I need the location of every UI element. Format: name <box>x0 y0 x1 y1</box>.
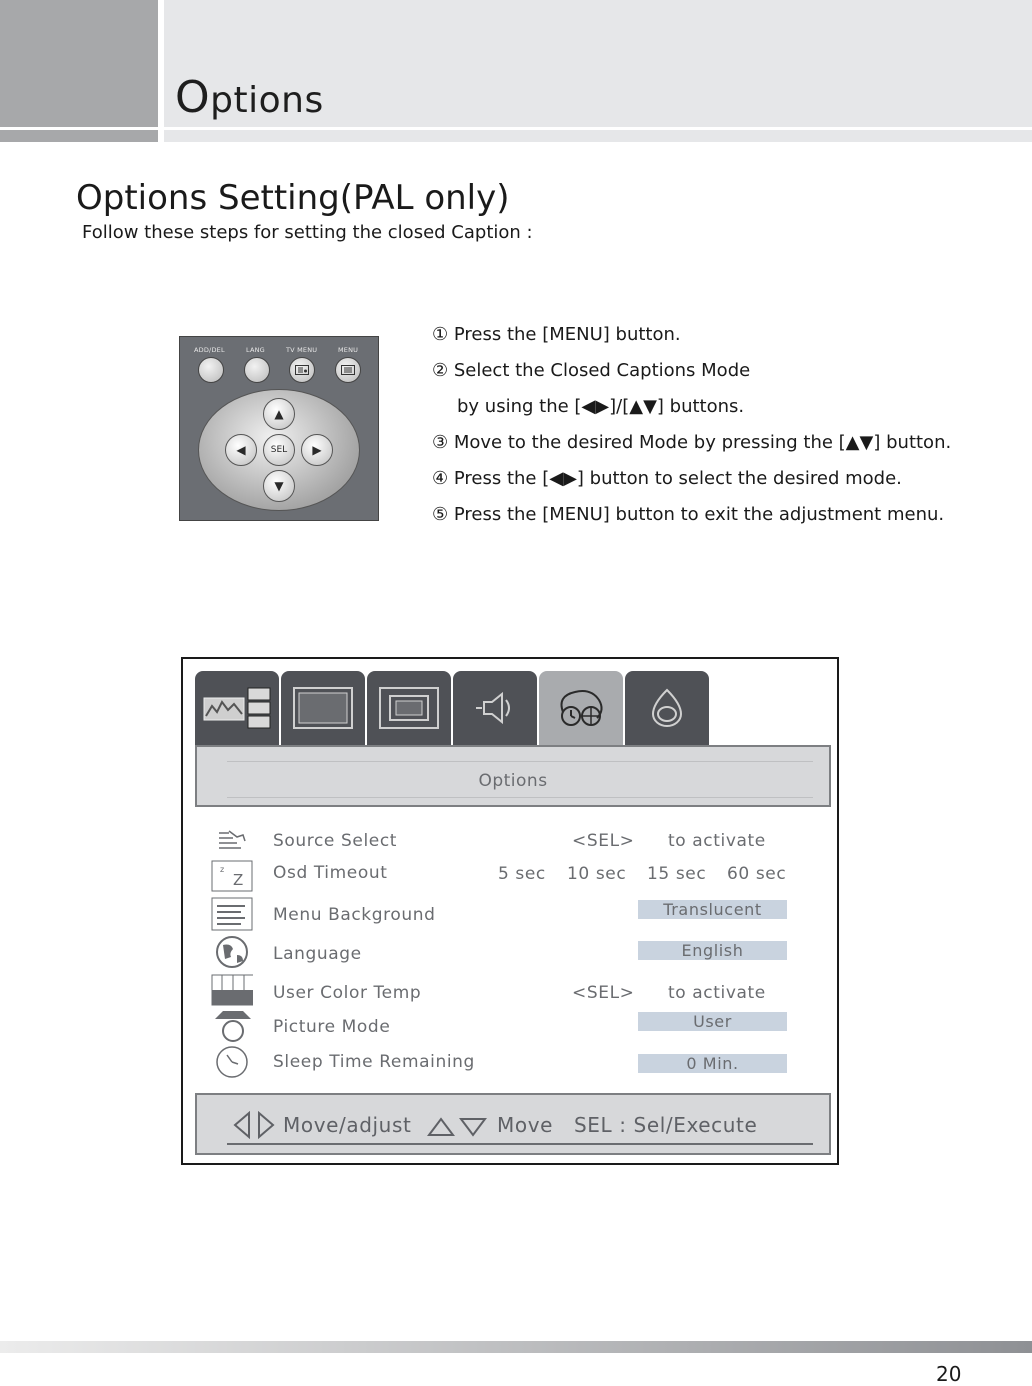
footer-sel-execute: SEL : Sel/Execute <box>574 1113 758 1137</box>
tab-screen <box>367 671 451 745</box>
osd-timeout-option-15: 15 sec <box>647 864 707 884</box>
footer-move-adjust: Move/adjust <box>283 1113 412 1137</box>
osd-title: Options <box>478 771 548 791</box>
title-bar-line-bottom <box>227 797 813 798</box>
step-5: ⑤ Press the [MENU] button to exit the adjustment menu. <box>432 504 945 525</box>
options-clock-globe-icon <box>553 686 609 730</box>
user-color-temp-label: User Color Temp <box>273 983 422 1003</box>
header-light-strip <box>164 130 1032 142</box>
remote-control-illustration <box>179 336 379 521</box>
screen-adjust-icon <box>378 686 440 730</box>
remote-label-add-del: ADD/DEL <box>194 346 225 354</box>
tab-input <box>195 671 279 745</box>
remote-label-tv-menu: TV MENU <box>286 346 318 354</box>
language-label: Language <box>273 944 362 964</box>
sleep-timer-clock-icon <box>211 1045 253 1079</box>
svg-text:z: z <box>220 865 225 874</box>
picture-mode-label: Picture Mode <box>273 1017 391 1037</box>
sel-button: SEL <box>263 434 295 466</box>
picture-mode-lamp-icon <box>211 1009 253 1043</box>
language-value: English <box>638 941 787 960</box>
left-right-arrows-icon <box>231 1111 277 1139</box>
menu-background-icon <box>211 897 253 931</box>
source-select-action: to activate <box>668 831 766 851</box>
page-number: 20 <box>936 1362 962 1386</box>
footer-underline <box>227 1143 813 1145</box>
osd-timeout-option-10: 10 sec <box>567 864 627 884</box>
remote-label-lang: LANG <box>246 346 265 354</box>
step-1: ① Press the [MENU] button. <box>432 324 681 345</box>
section-title: Options Setting(PAL only) <box>76 178 510 218</box>
picture-mode-value: User <box>638 1012 787 1031</box>
menu-background-label: Menu Background <box>273 905 436 925</box>
language-globe-icon <box>211 935 253 969</box>
sleep-time-value: 0 Min. <box>638 1054 787 1073</box>
source-select-label: Source Select <box>273 831 398 851</box>
section-subtitle: Follow these steps for setting the closed Caption : <box>82 222 533 243</box>
footer-move: Move <box>497 1113 554 1137</box>
user-color-temp-sel: <SEL> <box>572 983 635 1003</box>
add-del-button <box>198 357 224 383</box>
osd-timeout-icon <box>211 859 253 893</box>
up-arrow-button: ▲ <box>263 398 295 430</box>
header-gray-block <box>0 0 158 127</box>
menu-button <box>335 357 361 383</box>
page-title-rest: ptions <box>210 80 324 121</box>
tv-menu-icon <box>295 365 309 375</box>
osd-title-bar <box>195 745 831 807</box>
source-select-sel: <SEL> <box>572 831 635 851</box>
svg-text:Z: Z <box>233 871 244 889</box>
osd-footer-bar <box>195 1093 831 1155</box>
title-bar-line-top <box>227 761 813 762</box>
tv-menu-button <box>289 357 315 383</box>
color-temp-icon <box>211 973 253 1007</box>
right-arrow-button: ▶ <box>301 434 333 466</box>
input-source-icon <box>202 686 272 730</box>
tab-sound <box>453 671 537 745</box>
user-color-temp-action: to activate <box>668 983 766 1003</box>
down-arrow-button: ▼ <box>263 470 295 502</box>
osd-timeout-option-5: 5 sec <box>498 864 546 884</box>
step-4: ④ Press the [◀▶] button to select the desired mode. <box>432 468 902 489</box>
up-down-arrows-icon <box>427 1115 491 1137</box>
remote-label-menu: MENU <box>338 346 359 354</box>
lang-button <box>244 357 270 383</box>
menu-icon <box>341 365 355 375</box>
left-arrow-button: ◀ <box>225 434 257 466</box>
setup-drop-icon <box>642 686 692 730</box>
step-3: ③ Move to the desired Mode by pressing the [▲▼] button. <box>432 432 952 453</box>
osd-timeout-option-60: 60 sec <box>727 864 787 884</box>
tab-options <box>539 671 623 745</box>
page-title <box>175 72 324 123</box>
osd-menu-screenshot <box>181 657 839 1165</box>
step-2: ② Select the Closed Captions Mode <box>432 360 751 381</box>
osd-timeout-label: Osd Timeout <box>273 863 388 883</box>
footer-gradient-bar <box>0 1341 1032 1353</box>
step-2-continued: by using the [◀▶]/[▲▼] buttons. <box>457 396 745 417</box>
menu-background-value: Translucent <box>638 900 787 919</box>
page-title-initial: O <box>175 72 211 123</box>
tab-picture <box>281 671 365 745</box>
header-gray-strip <box>0 130 158 142</box>
sleep-time-label: Sleep Time Remaining <box>273 1052 475 1072</box>
picture-screen-icon <box>292 686 354 730</box>
direction-pad <box>198 389 360 511</box>
source-select-icon <box>211 825 253 859</box>
tab-setup <box>625 671 709 745</box>
speaker-icon <box>470 686 520 730</box>
